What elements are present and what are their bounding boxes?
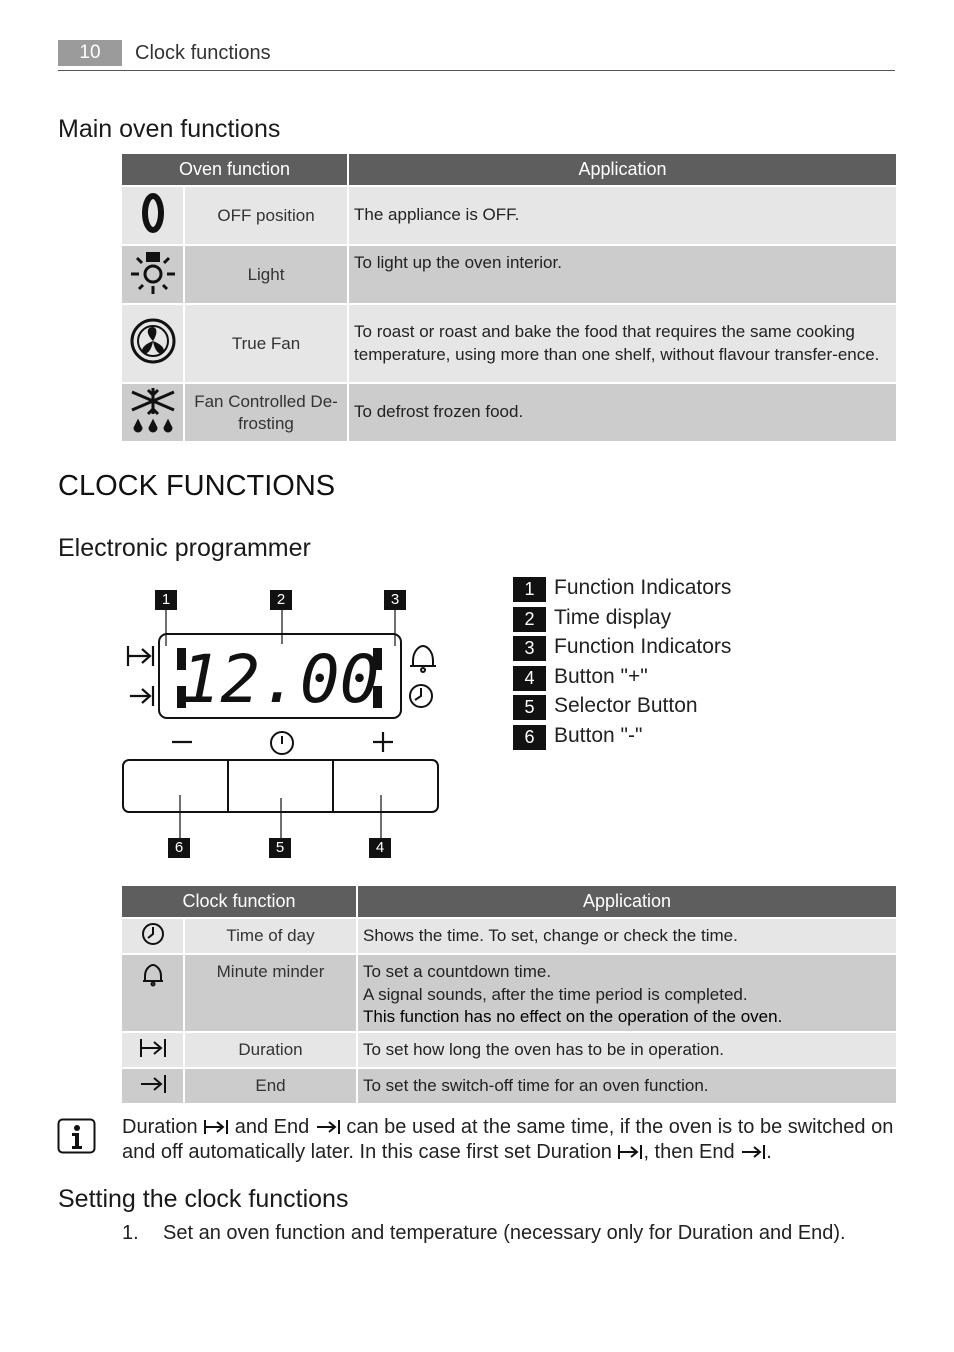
table-row <box>121 186 897 245</box>
oven-function-name: Light <box>184 245 348 304</box>
callout-5: 5 <box>269 838 291 858</box>
main-oven-heading: Main oven functions <box>58 115 281 143</box>
application-line: A signal sounds, after the time period is completed. <box>363 984 748 1004</box>
end-icon <box>315 1118 341 1136</box>
oven-function-name: True Fan <box>184 304 348 383</box>
end-icon <box>121 1068 184 1104</box>
legend-label: Button "-" <box>554 724 643 747</box>
table-row <box>121 383 897 442</box>
clock-function-application <box>357 954 897 1032</box>
duration-icon <box>121 1032 184 1068</box>
legend-label: Function Indicators <box>554 576 732 599</box>
legend-label: Selector Button <box>554 694 698 717</box>
oven-functions-table <box>120 152 898 443</box>
clock-function-application: Shows the time. To set, change or check the time. <box>357 918 897 954</box>
clock-app-col-header: Application <box>357 885 897 918</box>
oven-app-col-header: Application <box>348 153 897 186</box>
setting-heading: Setting the clock functions <box>58 1185 349 1213</box>
off-zero-icon <box>121 186 184 245</box>
clock-function-name: Minute minder <box>184 954 357 1032</box>
note-text: and End <box>234 1116 310 1138</box>
legend-number: 3 <box>513 636 546 661</box>
page-number: 10 <box>58 40 122 66</box>
note-text: . <box>766 1141 772 1163</box>
true-fan-icon <box>121 304 184 383</box>
oven-col-header: Oven function <box>121 153 348 186</box>
light-bulb-icon <box>121 245 184 304</box>
oven-function-name: Fan Controlled De-frosting <box>184 383 348 442</box>
legend-number: 6 <box>513 725 546 750</box>
duration-icon <box>617 1143 643 1161</box>
table-row <box>121 245 897 304</box>
application-line: This function has no effect on the operation of the oven. <box>363 1007 783 1026</box>
oven-function-application: To defrost frozen food. <box>348 383 897 442</box>
note-text: , then End <box>643 1141 735 1163</box>
legend-number: 4 <box>513 666 546 691</box>
time-display-digits: 12.00 <box>180 641 380 718</box>
table-row <box>121 1032 897 1068</box>
clock-function-name: End <box>184 1068 357 1104</box>
clock-col-header: Clock function <box>121 885 357 918</box>
oven-function-application: To roast or roast and bake the food that requires the same cooking temperature, using more than one shelf, without flavour transfer-ence. <box>348 304 897 383</box>
end-icon <box>740 1143 766 1161</box>
bell-icon <box>121 954 184 1032</box>
step-number: 1. <box>122 1222 139 1244</box>
duration-icon <box>203 1118 229 1136</box>
application-line: To set a countdown time. <box>363 962 552 981</box>
oven-function-name: OFF position <box>184 186 348 245</box>
oven-function-application: To light up the oven interior. <box>348 245 897 304</box>
legend-number: 2 <box>513 607 546 632</box>
clock-function-application: To set the switch-off time for an oven function. <box>357 1068 897 1104</box>
header-rule <box>58 70 895 71</box>
info-icon <box>57 1118 97 1155</box>
clock-functions-table <box>120 884 898 1105</box>
callout-4: 4 <box>369 838 391 858</box>
programmer-diagram <box>110 580 455 865</box>
callout-6: 6 <box>168 838 190 858</box>
clock-function-application: To set how long the oven has to be in operation. <box>357 1032 897 1068</box>
defrost-icon <box>121 383 184 442</box>
clock-function-name: Time of day <box>184 918 357 954</box>
clock-function-name: Duration <box>184 1032 357 1068</box>
oven-function-application: The appliance is OFF. <box>348 186 897 245</box>
legend-label: Function Indicators <box>554 635 732 658</box>
note-text: Duration <box>122 1116 198 1138</box>
clock-functions-heading: CLOCK FUNCTIONS <box>58 470 336 502</box>
header-section-title: Clock functions <box>135 42 271 64</box>
table-row <box>121 954 897 1032</box>
clock-icon <box>121 918 184 954</box>
info-note <box>122 1115 897 1165</box>
legend-number: 5 <box>513 695 546 720</box>
table-row <box>121 1068 897 1104</box>
callout-1: 1 <box>155 590 177 610</box>
legend-label: Time display <box>554 606 672 629</box>
legend-number: 1 <box>513 577 546 602</box>
note-text: can be used at the same time, if the oven is to be switched on and off automatically later. In this case first set Duration <box>122 1116 894 1163</box>
electronic-programmer-heading: Electronic programmer <box>58 534 311 562</box>
table-row <box>121 304 897 383</box>
legend-label: Button "+" <box>554 665 648 688</box>
callout-3: 3 <box>384 590 406 610</box>
table-row <box>121 918 897 954</box>
step-text: Set an oven function and temperature (necessary only for Duration and End). <box>163 1222 846 1244</box>
callout-2: 2 <box>270 590 292 610</box>
